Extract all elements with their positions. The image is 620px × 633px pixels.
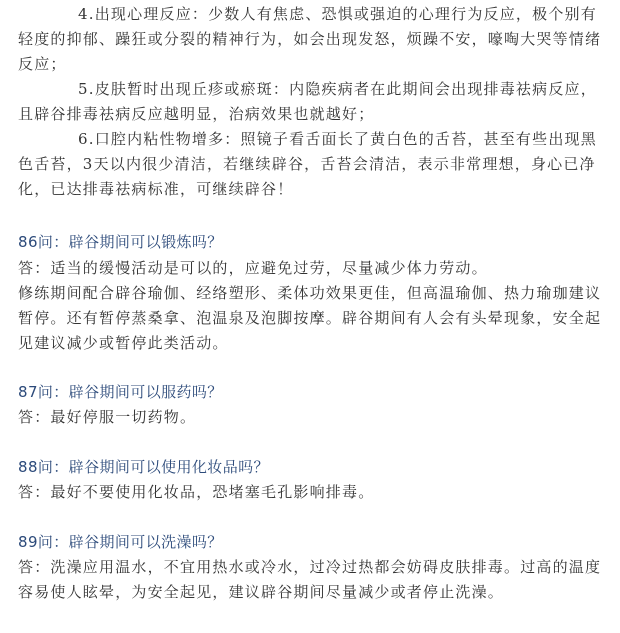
answer-86-extra-text: 修练期间配合辟谷瑜伽、经络塑形、柔体功效果更佳，但高温瑜伽、热力瑜珈建议暂停。还有暂停蒸桑拿、泡温泉及泡脚按摩。辟谷期间有人会有头晕现象，安全起见建议减少或暂停此类活动。: [18, 284, 602, 352]
symptom-5-paragraph: 5.皮肤暂时出现丘疹或瘀斑：内隐疾病者在此期间会出现排毒祛病反应，且辟谷排毒祛病反应越明显，治病效果也就越好；: [18, 80, 597, 123]
symptom-4-paragraph: 4.出现心理反应：少数人有焦虑、恐惧或强迫的心理行为反应，极个别有轻度的抑郁、躁狂或分裂的精神行为，如会出现发怒，烦躁不安，嚎啕大哭等情绪反应；: [18, 5, 602, 73]
answer-88-text: 答：最好不要使用化妆品，恐堵塞毛孔影响排毒。: [18, 483, 375, 501]
answer-86-text: 答：适当的缓慢活动是可以的，应避免过劳，尽量减少体力劳动。: [18, 259, 488, 277]
question-86-heading: 86问：辟谷期间可以锻炼吗？: [18, 233, 223, 251]
answer-87-text: 答：最好停服一切药物。: [18, 408, 197, 426]
question-87-heading: 87问：辟谷期间可以服药吗？: [18, 383, 223, 401]
question-89-heading: 89问：辟谷期间可以洗澡吗？: [18, 533, 223, 551]
question-88-heading: 88问：辟谷期间可以使用化妆品吗？: [18, 458, 269, 476]
symptom-6-paragraph: 6.口腔内粘性物增多：照镜子看舌面长了黄白色的舌苔，甚至有些出现黑色舌苔，3天以内很少清洁，若继续辟谷，舌苔会清洁，表示非常理想，身心已净化，已达排毒祛病标准，可继续辟谷！: [18, 130, 597, 198]
answer-89-text: 答：洗澡应用温水，不宜用热水或冷水，过冷过热都会妨碍皮肤排毒。过高的温度容易使人眩晕，为安全起见，建议辟谷期间尽量减少或者停止洗澡。: [18, 558, 602, 601]
